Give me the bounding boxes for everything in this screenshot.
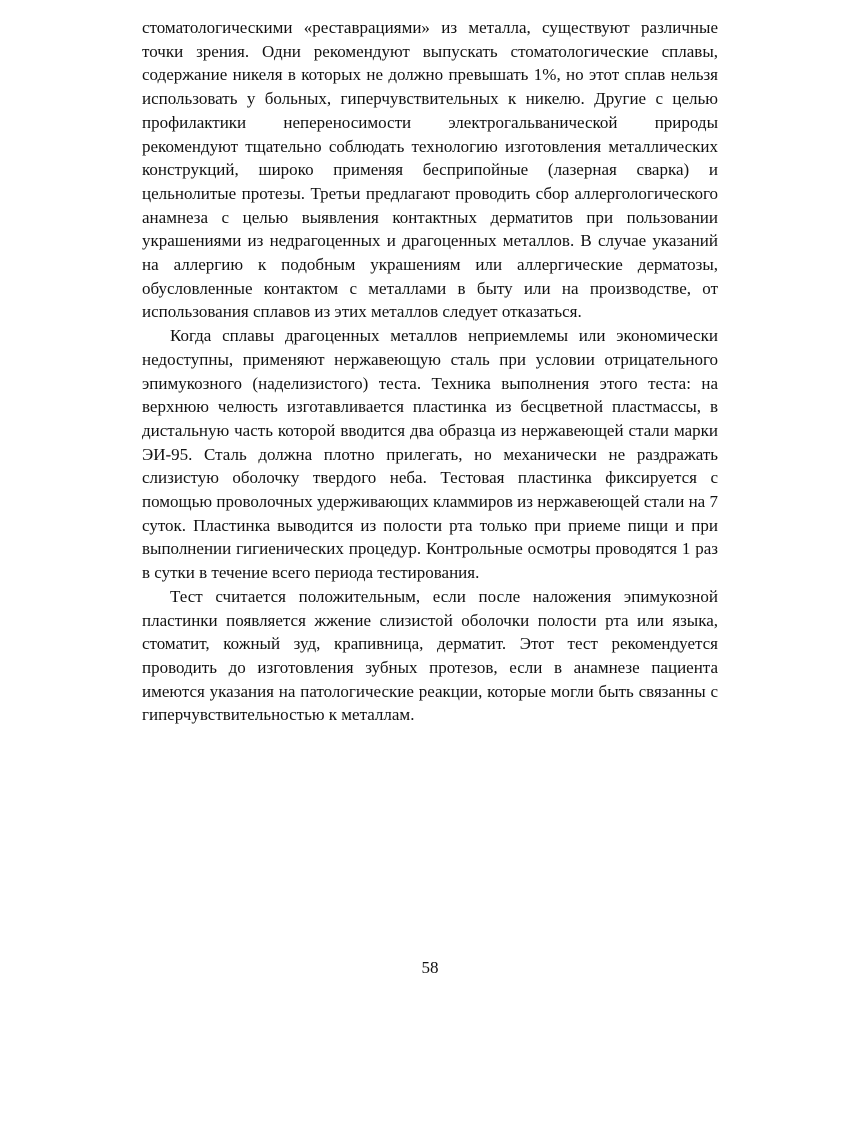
page-number: 58 bbox=[421, 958, 439, 977]
body-text bbox=[142, 16, 718, 727]
paragraph-stainless-steel-test: Когда сплавы драгоценных металлов неприемлемы или экономически недоступны, применяют нержавеющую сталь при условии отрицательного эпимукозного (наделизистого) теста. Техника выполнения этого теста: на верхнюю челюсть изготавливается пластинка из бесцветной пластмассы, в дистальную часть которой вводится два образца из нержавеющей стали марки ЭИ-95. Сталь должна плотно прилегать, но механически не раздражать слизистую оболочку твердого неба. Тестовая пластинка фиксируется с помощью проволочных удерживающих кламмиров из нержавеющей стали на 7 суток. Пластинка выводится из полости рта только при приеме пищи и при выполнении гигиенических процедур. Контрольные осмотры проводятся 1 раз в сутки в течение всего периода тестирования. bbox=[142, 326, 718, 583]
paragraph-test-result: Тест считается положительным, если после наложения эпимукозной пластинки появляется жжение слизистой оболочки полости рта или языка, стоматит, кожный зуд, крапивница, дерматит. Этот тест рекомендуется проводить до изготовления зубных протезов, если в анамнезе пациента имеются указания на патологические реакции, которые могли быть связанны с гиперчувствительностью к металлам. bbox=[142, 586, 718, 725]
paragraph-continued: стоматологическими «реставрациями» из металла, существуют различные точки зрения. Одни рекомендуют выпускать стоматологические сплавы, содержание никеля в которых не должно превышать 1%, но этот сплав нельзя использовать у больных, гиперчувствительных к никелю. Другие с целью профилактики непереносимости электрогальванической природы рекомендуют тщательно соблюдать технологию изготовления металлических конструкций, широко применяя бесприпойные (лазерная сварка) и цельнолитые протезы. Третьи предлагают проводить сбор аллергологического анамнеза с целью выявления контактных дерматитов при пользовании украшениями из недрагоценных и драгоценных металлов. В случае указаний на аллергию к подобным украшениям или аллергические дерматозы, обусловленные контактом с металлами в быту или на производстве, от использования сплавов из этих металлов следует отказаться. bbox=[142, 18, 718, 322]
